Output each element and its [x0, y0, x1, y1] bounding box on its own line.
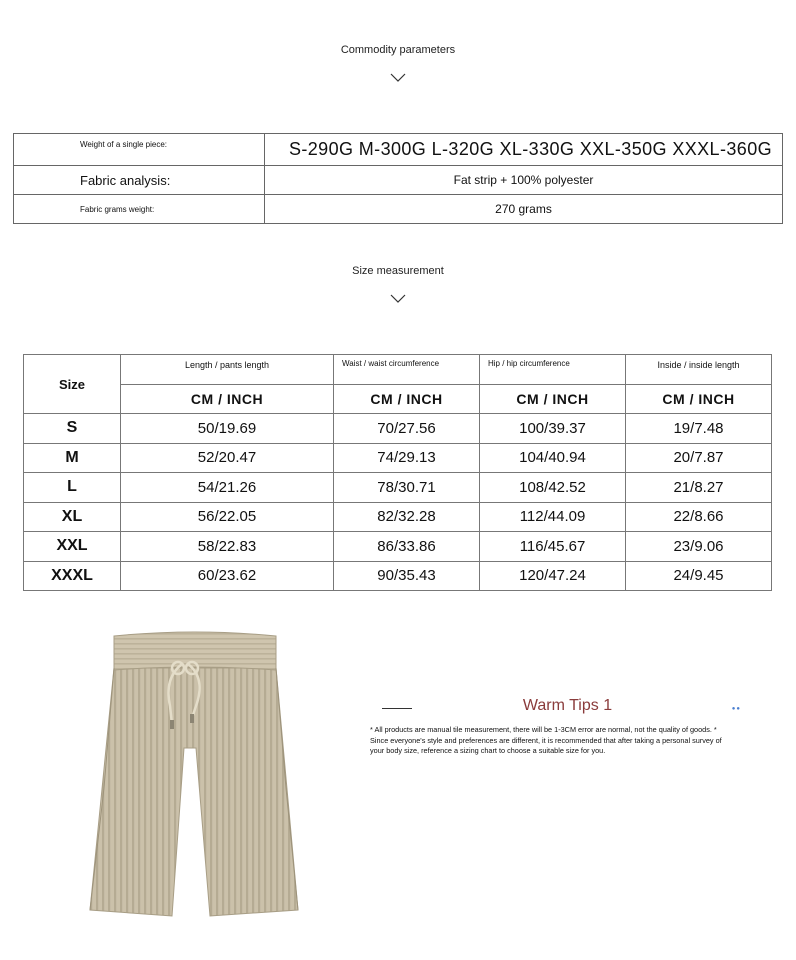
param-row [14, 134, 783, 166]
unit-label: CM / INCH [626, 385, 772, 414]
table-cell: 116/45.67 [480, 532, 626, 562]
size-label: XL [24, 502, 121, 532]
warm-tips-header [370, 695, 765, 717]
param-label: Fabric analysis: [14, 166, 265, 195]
param-label: Fabric grams weight: [14, 195, 265, 224]
table-cell: 78/30.71 [334, 473, 480, 503]
param-label: Weight of a single piece: [14, 134, 265, 166]
column-header: Inside / inside length [626, 355, 772, 385]
size-label: XXL [24, 532, 121, 562]
table-cell: 60/23.62 [121, 561, 334, 591]
param-row [14, 195, 783, 224]
table-cell: 20/7.87 [626, 443, 772, 473]
product-image-shorts [84, 628, 304, 920]
table-cell: 54/21.26 [121, 473, 334, 503]
table-row [24, 532, 772, 562]
size-column-header: Size [24, 355, 121, 414]
table-cell: 90/35.43 [334, 561, 480, 591]
table-cell: 112/44.09 [480, 502, 626, 532]
commodity-parameters-table [13, 133, 783, 224]
dots-icon: ●● [731, 706, 741, 712]
warm-tips-panel [370, 695, 765, 757]
table-cell: 22/8.66 [626, 502, 772, 532]
table-row [24, 473, 772, 503]
tips-line: your body size, reference a sizing chart to choose a suitable size for you. [370, 746, 606, 755]
tips-line: * All products are manual tile measurement, there will be 1-3CM error are normal, not the quality of goods. * [370, 725, 717, 734]
table-cell: 56/22.05 [121, 502, 334, 532]
table-cell: 74/29.13 [334, 443, 480, 473]
table-cell: 70/27.56 [334, 414, 480, 444]
chevron-down-icon [390, 73, 406, 83]
commodity-section-title: Commodity parameters [340, 44, 456, 56]
param-value: S-290G M-300G L-320G XL-330G XXL-350G XXXL-360G [265, 134, 783, 166]
table-cell: 23/9.06 [626, 532, 772, 562]
unit-label: CM / INCH [121, 385, 334, 414]
table-cell: 52/20.47 [121, 443, 334, 473]
table-cell: 104/40.94 [480, 443, 626, 473]
size-table-header-row [24, 355, 772, 385]
column-header: Waist / waist circumference [334, 355, 480, 385]
size-label: L [24, 473, 121, 503]
size-label: XXXL [24, 561, 121, 591]
size-section-title: Size measurement [352, 265, 444, 277]
unit-label: CM / INCH [334, 385, 480, 414]
size-label: S [24, 414, 121, 444]
table-row [24, 502, 772, 532]
table-cell: 108/42.52 [480, 473, 626, 503]
units-row [24, 385, 772, 414]
param-value: 270 grams [265, 195, 783, 224]
table-cell: 100/39.37 [480, 414, 626, 444]
table-cell: 50/19.69 [121, 414, 334, 444]
table-cell: 58/22.83 [121, 532, 334, 562]
size-table [23, 354, 772, 591]
table-cell: 82/32.28 [334, 502, 480, 532]
tips-line: Since everyone's style and preferences are different, it is recommended that after taking a personal survey of [370, 735, 722, 745]
chevron-down-icon [390, 294, 406, 304]
warm-tips-title: Warm Tips 1 [522, 697, 613, 714]
table-cell: 86/33.86 [334, 532, 480, 562]
size-label: M [24, 443, 121, 473]
unit-label: CM / INCH [480, 385, 626, 414]
table-cell: 19/7.48 [626, 414, 772, 444]
warm-tips-text [370, 725, 765, 757]
column-header: Length / pants length [121, 355, 334, 385]
param-row [14, 166, 783, 195]
param-value: Fat strip + 100% polyester [265, 166, 783, 195]
table-row [24, 414, 772, 444]
table-row [24, 443, 772, 473]
table-cell: 120/47.24 [480, 561, 626, 591]
table-cell: 21/8.27 [626, 473, 772, 503]
table-cell: 24/9.45 [626, 561, 772, 591]
table-row [24, 561, 772, 591]
column-header: Hip / hip circumference [480, 355, 626, 385]
